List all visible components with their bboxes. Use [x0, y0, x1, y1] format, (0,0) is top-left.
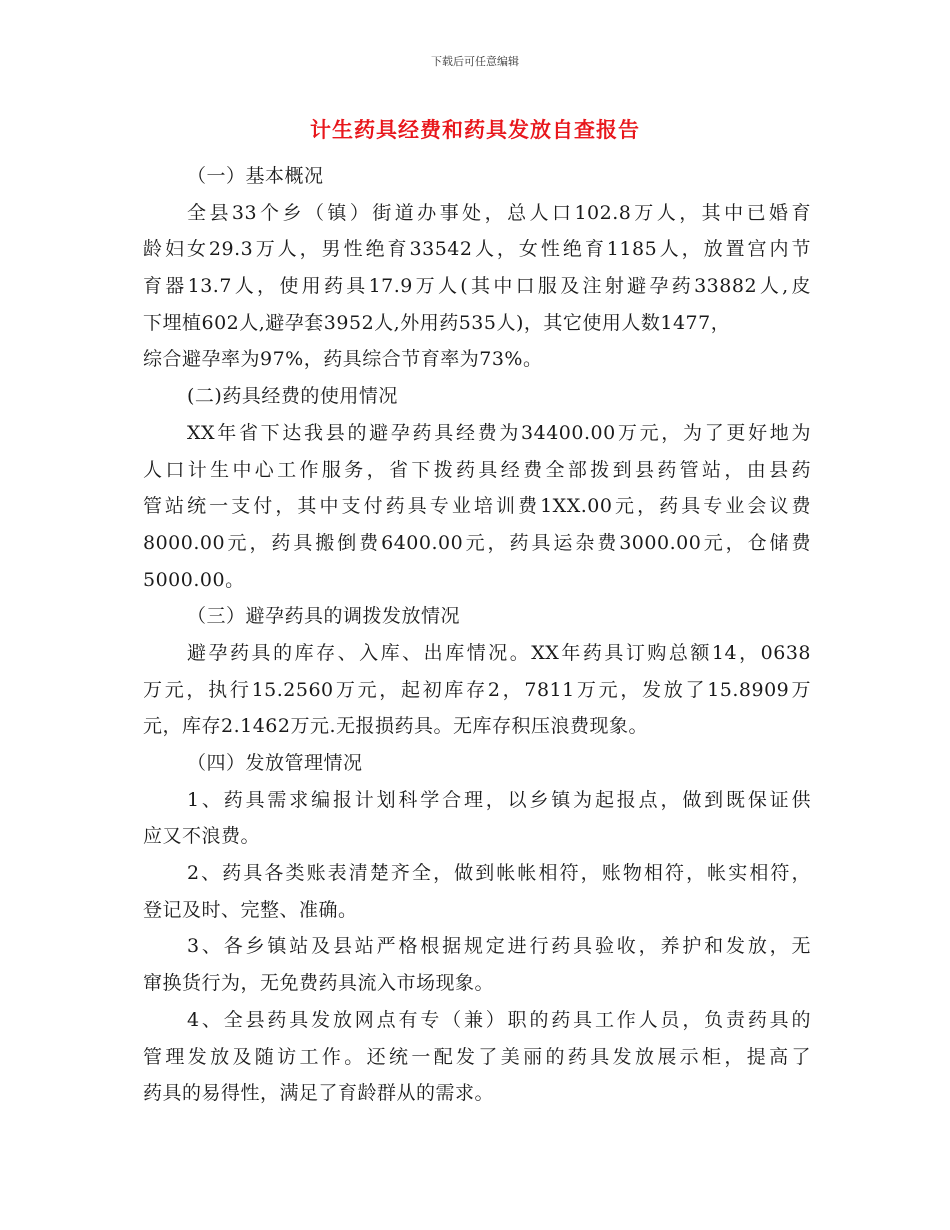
- body-line: 登记及时、完整、准确。: [143, 898, 358, 921]
- body-line: 管站统一支付，其中支付药具专业培训费1XX.00元，药具专业会议费: [143, 495, 811, 518]
- document-body: [143, 158, 811, 1112]
- body-line: 避孕药具的库存、入库、出库情况。XX年药具订购总额14，0638: [187, 641, 811, 664]
- body-line: （四）发放管理情况: [187, 752, 363, 774]
- body-line: XX年省下达我县的避孕药具经费为34400.00万元，为了更好地为: [187, 421, 811, 444]
- body-line: 万元，执行15.2560万元，起初库存2，7811万元，发放了15.8909万: [143, 678, 811, 701]
- body-line: 窜换货行为，无免费药具流入市场现象。: [143, 972, 495, 995]
- body-line: 应又不浪费。: [143, 825, 261, 848]
- document-title: 计生药具经费和药具发放自查报告: [310, 118, 640, 142]
- body-line: 1、药具需求编报计划科学合理，以乡镇为起报点，做到既保证供: [187, 788, 811, 811]
- body-line: 下埋植602人,避孕套3952人,外用药535人)，其它使用人数1477，: [143, 311, 731, 334]
- body-line: 综合避孕率为97%，药具综合节育率为73%。: [143, 348, 543, 371]
- body-line: 8000.00元，药具搬倒费6400.00元，药具运杂费3000.00元，仓储费: [143, 531, 811, 554]
- body-line: 元，库存2.1462万元.无报损药具。无库存积压浪费现象。: [143, 715, 649, 738]
- body-line: 5000.00。: [143, 568, 245, 591]
- body-line: 3、各乡镇站及县站严格根据规定进行药具验收，养护和发放，无: [187, 935, 811, 958]
- body-line: 4、全县药具发放网点有专（兼）职的药具工作人员，负责药具的: [187, 1008, 811, 1031]
- page-header: 下载后可任意编辑: [431, 55, 519, 68]
- body-line: 管理发放及随访工作。还统一配发了美丽的药具发放展示柜，提高了: [143, 1045, 811, 1068]
- body-line: (二)药具经费的使用情况: [187, 385, 398, 408]
- body-line: （三）避孕药具的调拨发放情况: [187, 605, 461, 628]
- body-line: （一）基本概况: [187, 165, 324, 187]
- body-line: 人口计生中心工作服务，省下拨药具经费全部拨到县药管站，由县药: [143, 458, 811, 481]
- body-line: 育器13.7人，使用药具17.9万人(其中口服及注射避孕药33882人,皮: [143, 275, 811, 298]
- body-line: 药具的易得性，满足了育龄群从的需求。: [143, 1082, 495, 1105]
- body-line: 2、药具各类账表清楚齐全，做到帐帐相符，账物相符，帐实相符，: [187, 862, 811, 885]
- body-line: 全县33个乡（镇）街道办事处，总人口102.8万人，其中已婚育: [187, 201, 811, 224]
- body-line: 龄妇女29.3万人，男性绝育33542人，女性绝育1185人，放置宫内节: [143, 238, 811, 261]
